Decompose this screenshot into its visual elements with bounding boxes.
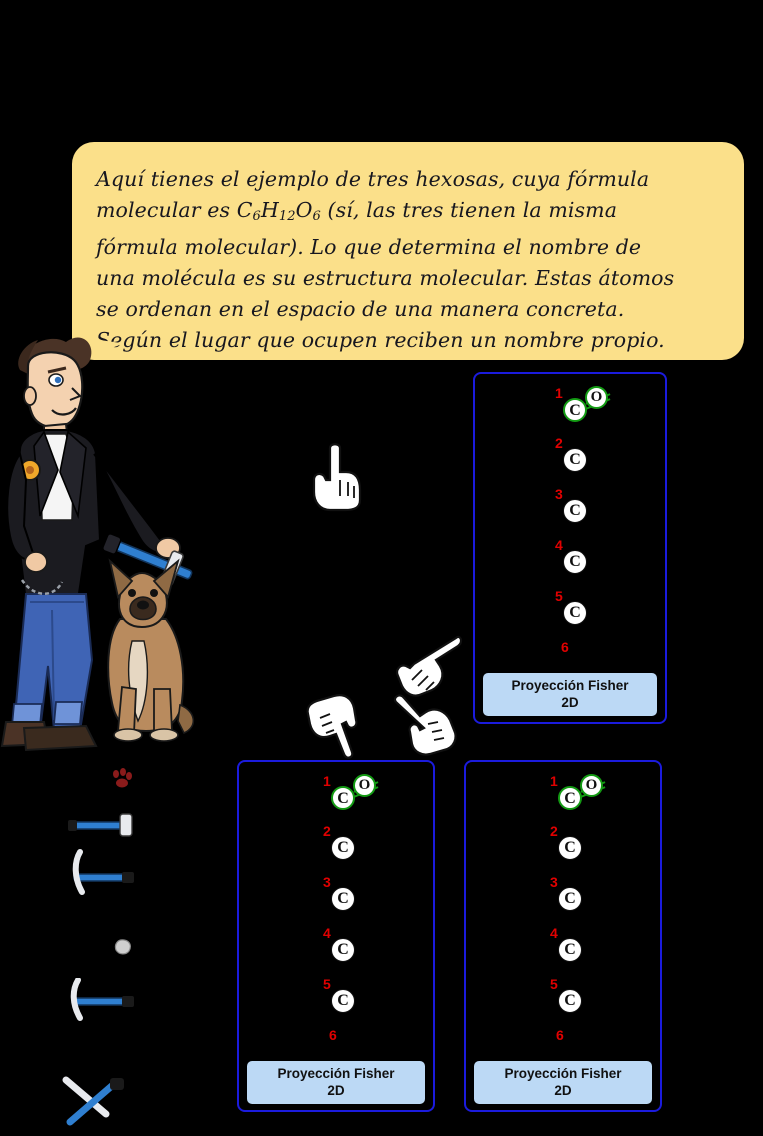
carbon-row [239, 1028, 433, 1062]
carbon-row [239, 772, 433, 806]
carbon-index: 3 [550, 874, 558, 890]
carbon-atom: C [563, 601, 587, 625]
carbon-index: 2 [555, 435, 563, 451]
fisher-projection-panel-1 [473, 372, 667, 724]
fisher-projection-panel-3 [464, 760, 662, 1112]
carbon-row [239, 824, 433, 858]
carbon-index: 1 [555, 385, 563, 401]
carbon-atom: C [563, 499, 587, 523]
carbon-atom: C [331, 786, 355, 810]
carbon-row [466, 926, 660, 960]
fisher-label-2 [247, 1061, 425, 1104]
carbon-index: 6 [561, 639, 569, 655]
carbon-row [239, 926, 433, 960]
carbon-index: 5 [323, 976, 331, 992]
hand-pointing-left-icon [388, 690, 460, 762]
pickaxe-icon-3 [58, 1074, 138, 1130]
carbon-row [475, 487, 665, 521]
oxygen-atom: O [353, 774, 376, 797]
carbon-index: 5 [550, 976, 558, 992]
carbon-row [239, 875, 433, 909]
fisher-label-1 [483, 673, 657, 716]
carbon-index: 4 [323, 925, 331, 941]
carbon-index: 2 [550, 823, 558, 839]
carbon-chain-3 [466, 762, 660, 1110]
carbon-atom: C [558, 938, 582, 962]
carbon-atom: C [331, 938, 355, 962]
carbon-row [475, 436, 665, 470]
speech-sub-6-1: 6 [252, 209, 261, 224]
fisher-label-line1: Proyección Fisher [511, 678, 629, 693]
fisher-projection-panel-2 [237, 760, 435, 1112]
fisher-label-line2: 2D [561, 695, 579, 710]
paw-print-icon [110, 768, 134, 788]
fisher-label-line1: Proyección Fisher [504, 1066, 622, 1081]
carbon-atom: C [558, 887, 582, 911]
carbon-row [466, 824, 660, 858]
hammer-icon-1 [68, 812, 138, 838]
fisher-label-3 [474, 1061, 652, 1104]
carbon-index: 1 [323, 773, 331, 789]
speech-h: H [260, 198, 279, 222]
carbon-row [475, 640, 665, 674]
carbon-atom: C [331, 836, 355, 860]
carbon-chain-2 [239, 762, 433, 1110]
speech-sub-6-2: 6 [312, 209, 321, 224]
speech-bubble-text [96, 164, 720, 356]
carbon-row [466, 977, 660, 1011]
oxygen-atom: O [580, 774, 603, 797]
carbon-atom: C [558, 989, 582, 1013]
pickaxe-icon-2 [64, 978, 138, 1026]
carbon-atom: C [331, 887, 355, 911]
carbon-index: 5 [555, 588, 563, 604]
carbon-row [475, 589, 665, 623]
carbon-index: 3 [555, 486, 563, 502]
carbon-row [466, 875, 660, 909]
speech-line-3: fórmula molecular). Lo que determina el nombre de [96, 235, 642, 259]
carbon-row [466, 772, 660, 806]
carbon-row [466, 1028, 660, 1062]
speech-line-5: se ordenan en el espacio de una manera concreta. [96, 297, 625, 321]
carbon-atom: C [563, 398, 587, 422]
small-hand-icon [112, 936, 134, 956]
speech-bubble [72, 142, 744, 360]
fisher-label-line2: 2D [554, 1083, 572, 1098]
carbon-atom: C [558, 786, 582, 810]
carbon-atom: C [563, 448, 587, 472]
speech-line-1: Aquí tienes el ejemplo de tres hexosas, cuya fórmula [96, 167, 650, 191]
speech-sub-12: 12 [278, 209, 296, 224]
carbon-index: 6 [556, 1027, 564, 1043]
carbon-row [239, 977, 433, 1011]
carbon-index: 4 [555, 537, 563, 553]
speech-line-2-post: (sí, las tres tienen la misma [320, 198, 618, 222]
carbon-row [475, 538, 665, 572]
pickaxe-icon-1 [64, 848, 138, 906]
carbon-index: 3 [323, 874, 331, 890]
carbon-atom: C [558, 836, 582, 860]
carbon-index: 2 [323, 823, 331, 839]
german-shepherd-dog-icon [92, 555, 202, 745]
speech-o: O [295, 198, 313, 222]
carbon-index: 4 [550, 925, 558, 941]
speech-line-2-pre: molecular es C [96, 198, 253, 222]
speech-line-4: una molécula es su estructura molecular. Estas átomos [96, 266, 675, 290]
carbon-chain-1 [475, 374, 665, 722]
carbon-atom: C [563, 550, 587, 574]
fisher-label-line1: Proyección Fisher [277, 1066, 395, 1081]
oxygen-atom: O [585, 386, 608, 409]
carbon-index: 6 [329, 1027, 337, 1043]
carbon-row [475, 384, 665, 418]
carbon-index: 1 [550, 773, 558, 789]
hand-pointing-up-icon [306, 440, 368, 512]
carbon-atom: C [331, 989, 355, 1013]
fisher-label-line2: 2D [327, 1083, 345, 1098]
speech-line-6: Según el lugar que ocupen reciben un nombre propio. [96, 328, 665, 352]
hand-pointing-down-icon [300, 690, 372, 762]
